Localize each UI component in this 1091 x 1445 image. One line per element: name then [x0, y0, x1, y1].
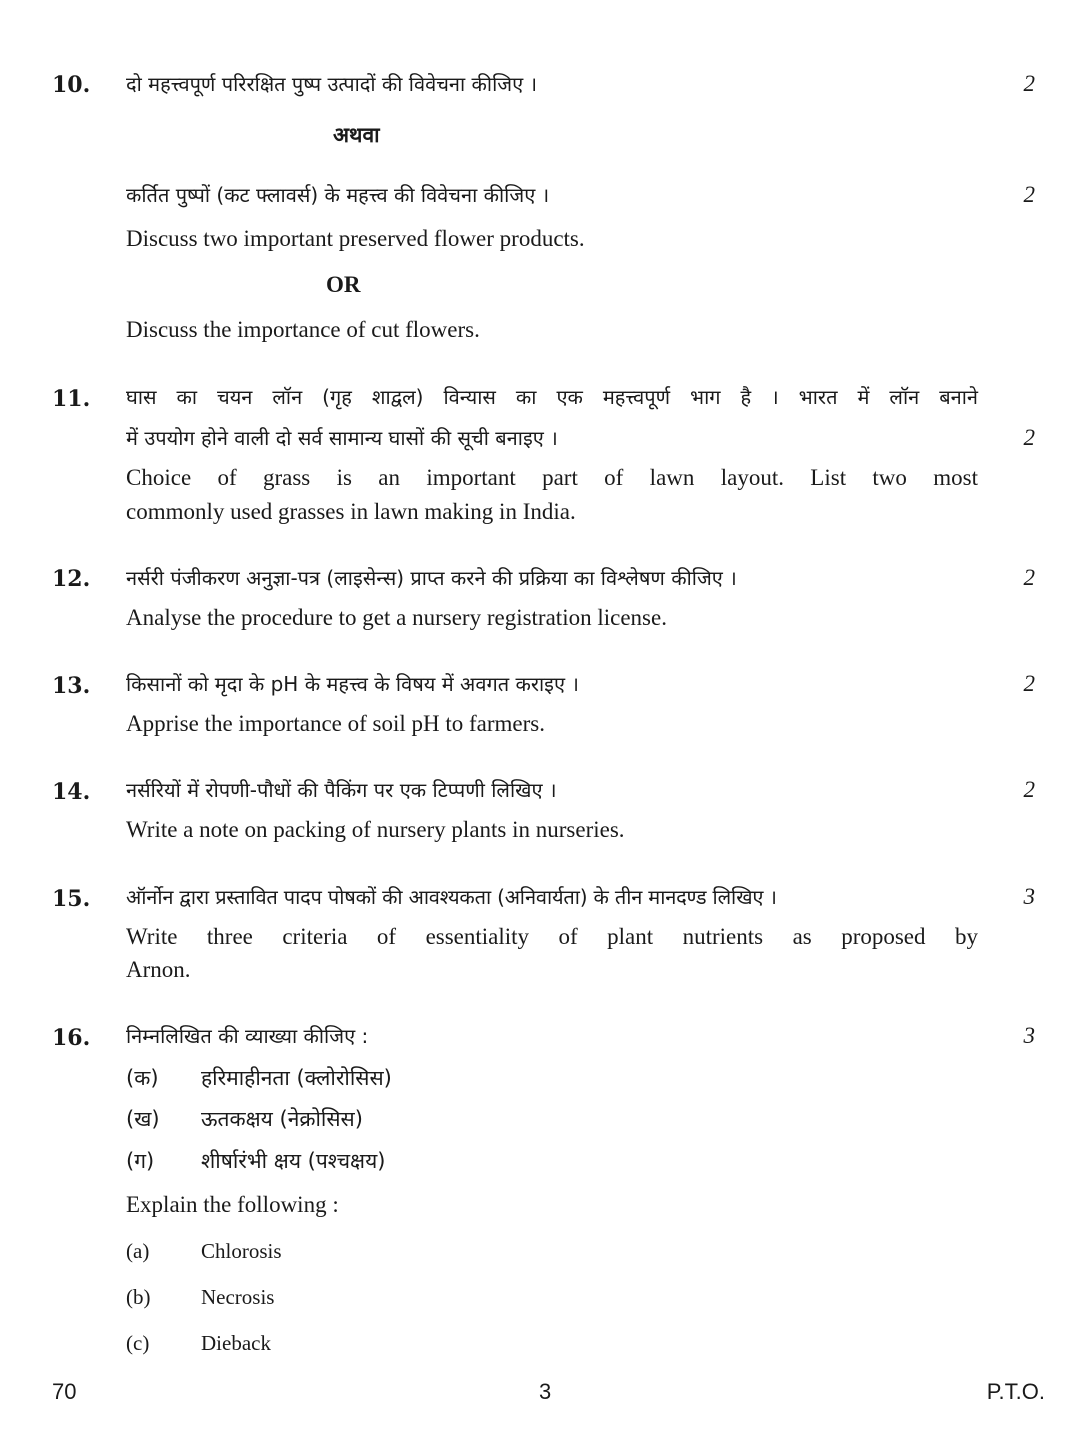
question-number: 11.	[52, 386, 91, 412]
marks: 3	[1023, 884, 1035, 909]
question-text-hindi: किसानों को मृदा के pH के महत्त्व के विषय में अवगत कराइए ।	[126, 672, 580, 696]
option-text: Chlorosis	[201, 1239, 282, 1263]
question-number: 10.	[52, 72, 91, 98]
question-text-hindi-alt: कर्तित पुष्पों (कट फ्लावर्स) के महत्त्व की विवेचना कीजिए ।	[126, 183, 550, 207]
question-text-hindi: दो महत्त्वपूर्ण परिरक्षित पुष्प उत्पादों की विवेचना कीजिए ।	[126, 72, 538, 96]
question-text-hindi: ऑर्नोन द्वारा प्रस्तावित पादप पोषकों की आवश्यकता (अनिवार्यता) के तीन मानदण्ड लिखिए ।	[126, 885, 777, 909]
question-text-english: Write a note on packing of nursery plants in nurseries.	[126, 817, 625, 842]
option-label: (a)	[126, 1239, 150, 1263]
question-text-english-line2: Arnon.	[126, 957, 191, 982]
paper-code: 70	[52, 1379, 77, 1404]
question-number: 14.	[52, 779, 91, 805]
option-label: (क)	[126, 1066, 159, 1090]
question-text-english-line2: commonly used grasses in lawn making in India.	[126, 499, 576, 524]
question-text-english-alt: Discuss the importance of cut flowers.	[126, 317, 480, 342]
question-text-english: Apprise the importance of soil pH to farmers.	[126, 711, 545, 736]
marks: 2	[1023, 565, 1035, 590]
question-number: 12.	[52, 566, 91, 592]
option-text: ऊतकक्षय (नेक्रोसिस)	[201, 1107, 363, 1131]
option-label: (b)	[126, 1285, 151, 1309]
marks: 2	[1023, 671, 1035, 696]
question-text-hindi: नर्सरी पंजीकरण अनुज्ञा-पत्र (लाइसेन्स) प्राप्त करने की प्रक्रिया का विश्लेषण कीजिए ।	[126, 566, 737, 590]
marks: 3	[1023, 1023, 1035, 1048]
marks: 2	[1023, 425, 1035, 450]
question-text-english: Analyse the procedure to get a nursery registration license.	[126, 605, 667, 630]
question-text-english: Explain the following :	[126, 1192, 339, 1217]
question-text-english-line1: Write three criteria of essentiality of plant nutrients as proposed by	[126, 924, 978, 949]
question-text-hindi-line1: घास का चयन लॉन (गृह शाद्वल) विन्यास का एक महत्त्वपूर्ण भाग है । भारत में लॉन बनाने	[126, 385, 978, 409]
page-number: 3	[539, 1379, 552, 1404]
marks: 2	[1023, 71, 1035, 96]
question-text-hindi: निम्नलिखित की व्याख्या कीजिए :	[126, 1024, 369, 1048]
question-text-hindi: नर्सरियों में रोपणी-पौधों की पैकिंग पर एक टिप्पणी लिखिए ।	[126, 778, 557, 802]
pto-label: P.T.O.	[986, 1379, 1045, 1404]
option-text: शीर्षारंभी क्षय (पश्चक्षय)	[201, 1149, 386, 1173]
option-text: Necrosis	[201, 1285, 275, 1309]
option-label: (c)	[126, 1331, 150, 1355]
question-text-english: Discuss two important preserved flower products.	[126, 226, 585, 251]
or-english: OR	[326, 272, 361, 297]
or-hindi: अथवा	[333, 123, 380, 147]
question-text-hindi-line2: में उपयोग होने वाली दो सर्व सामान्य घासों की सूची बनाइए ।	[126, 426, 558, 450]
question-text-english-line1: Choice of grass is an important part of lawn layout. List two most	[126, 465, 978, 490]
option-label: (ग)	[126, 1149, 155, 1173]
option-text: Dieback	[201, 1331, 271, 1355]
marks-alt: 2	[1023, 182, 1035, 207]
question-number: 13.	[52, 673, 91, 699]
option-label: (ख)	[126, 1107, 160, 1131]
question-number: 15.	[52, 886, 91, 912]
option-text: हरिमाहीनता (क्लोरोसिस)	[201, 1066, 392, 1090]
marks: 2	[1023, 777, 1035, 802]
question-number: 16.	[52, 1025, 91, 1051]
